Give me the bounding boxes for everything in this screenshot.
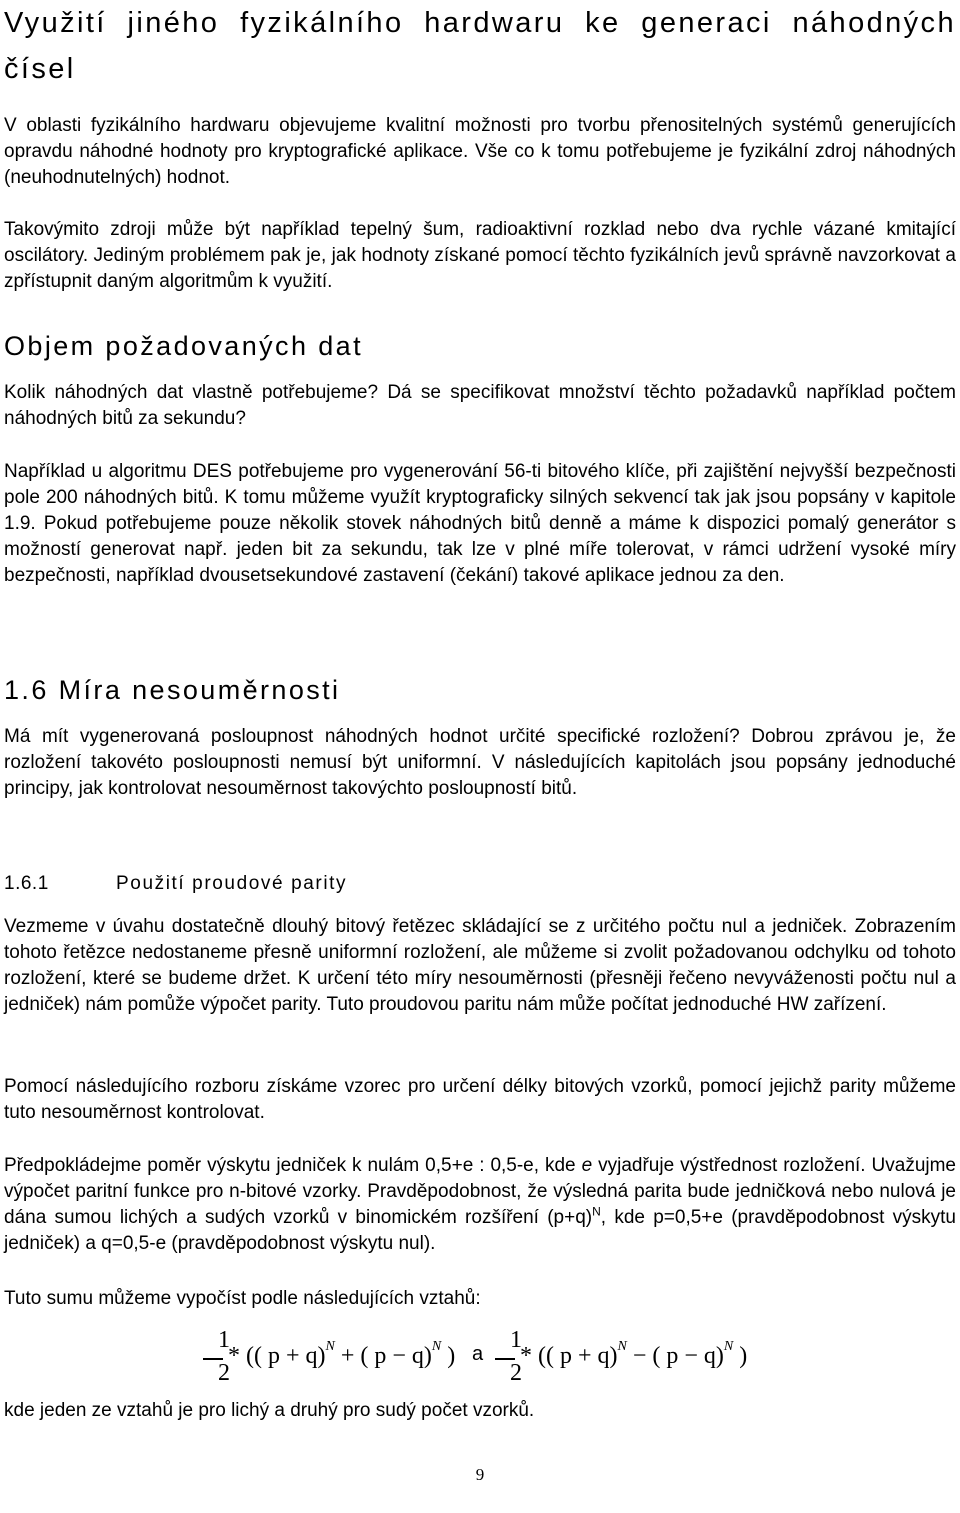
fraction-denominator: 2 [218,1360,230,1386]
expr-2-end: ) [733,1343,748,1369]
section-heading-objem: Objem požadovaných dat [4,331,363,361]
intro-paragraph-2: Takovýmito zdroji může být například tepelný šum, radioaktivní rozklad nebo dva rychle vázané kmitající oscilátory. Jediným problémem pak je, jak hodnoty získané pomocí těchto fyzikálních jevů správně navzorkovat a zpřístupnit daným algoritmům k využití. [4,219,956,292]
expr-1-exp-b: N [431,1339,442,1354]
paragraph-3-part-b: vyjadřuje výstřednost rozložení. Uvažujme výpočet paritní funkce pro n-bitové vzorky. Pravděpodobnost, že výsledná parita bude jedničková nebo nulová je dána sumou lichých a sudých vzorků v binomickém rozšíření (p+q) [4,1155,957,1228]
formula-expression-even [520,1339,748,1370]
paragraph-3-variable-e: e [581,1155,593,1176]
expr-1-end: ) [441,1343,456,1369]
section-title: Použití proudové parity [116,873,348,894]
fraction-denominator: 2 [510,1360,522,1386]
section-1-6-1-paragraph-4: Tuto sumu můžeme vypočíst podle následujících vztahů: [4,1288,481,1309]
section-1-6-1-paragraph-1: Vezmeme v úvahu dostatečně dlouhý bitový řetězec skládající se z určitého počtu nul a jedniček. Zobrazením tohoto řetězce nedostaneme přesně uniformní rozložení, ale můžeme si zvolit požadovanou odchylku od tohoto rozložení, které se budeme držet. K určení této míry nesouměrnosti (přesněji řečeno nevyváženosti počtu nul a jedniček) nám pomůže výpočet parity. Tuto proudovou paritu nám může počítat jednoduché HW zařízení. [4,916,956,1015]
fraction-numerator: 1 [218,1327,230,1353]
expr-2-start: * (( p + q) [520,1343,618,1369]
section-1-6-1-paragraph-3 [4,1153,956,1257]
section-heading-1-6: 1.6 Míra nesouměrnosti [4,675,341,705]
expr-2-exp-b: N [723,1339,734,1354]
paragraph-3-part-c: , kde p=0,5+e (pravděpodobnost výskytu jedniček) a q=0,5-e (pravděpodobnost výskytu nul). [4,1207,956,1254]
objem-paragraph-2: Například u algoritmu DES potřebujeme pro vygenerování 56-ti bitového klíče, při zajištění nejvyšší bezpečnosti pole 200 náhodných bitů. K tomu můžeme využít kryptograficky silných sekvencí tak jak jsou popsány v kapitole 1.9. Pokud potřebujeme pouze několik stovek náhodných bitů denně a máme k dispozici pomalý generátor s možností generovat např. jeden bit za sekundu, tak lze v plné míře tolerovat, v rámci udržení vysoké míry bezpečnosti, například dvousetsekundové zastavení (čekání) takové aplikace jednou za den. [4,461,956,586]
expr-2-mid: − ( p − q) [626,1343,724,1369]
expr-2-exp-a: N [617,1339,627,1354]
section-heading-1-6-1 [4,870,956,898]
page-number: 9 [475,1465,485,1484]
section-1-6-1-paragraph-2: Pomocí následujícího rozboru získáme vzorec pro určení délky bitových vzorků, pomocí jejichž parity můžeme tuto nesouměrnost kontrolovat. [4,1076,956,1123]
section-number: 1.6.1 [4,873,49,894]
expr-1-start: * (( p + q) [228,1343,326,1369]
expr-1-exp-a: N [325,1339,335,1354]
expr-1-mid: + ( p − q) [334,1343,432,1369]
objem-paragraph-1: Kolik náhodných dat vlastně potřebujeme? Dá se specifikovat množství těchto požadavků například počtem náhodných bitů za sekundu? [4,382,956,429]
main-heading: Využití jiného fyzikálního hardwaru ke generaci náhodných čísel [4,7,956,85]
formula-connector: a [472,1343,484,1365]
section-1-6-1-paragraph-5: kde jeden ze vztahů je pro lichý a druhý pro sudý počet vzorků. [4,1400,535,1421]
intro-paragraph-1: V oblasti fyzikálního hardwaru objevujeme kvalitní možnosti pro tvorbu přenositelných systémů generujících opravdu náhodné hodnoty pro kryptografické aplikace. Vše co k tomu potřebujeme je fyzikální zdroj náhodných (neuhodnutelných) hodnot. [4,115,956,188]
parity-formula [200,1327,820,1397]
section-1-6-paragraph: Má mít vygenerovaná posloupnost náhodných hodnot určité specifické rozložení? Dobrou zprávou je, že rozložení takovéto posloupnosti nemusí být uniformní. V následujících kapitolách jsou popsány jednoduché principy, jak kontrolovat nesouměrnost takovýchto posloupností bitů. [4,726,956,799]
formula-expression-odd [228,1339,456,1370]
fraction-numerator: 1 [510,1327,522,1353]
paragraph-3-part-a: Předpokládejme poměr výskytu jedniček k nulám 0,5+e : 0,5-e, kde [4,1155,582,1176]
paragraph-3-exponent: N [592,1204,601,1219]
